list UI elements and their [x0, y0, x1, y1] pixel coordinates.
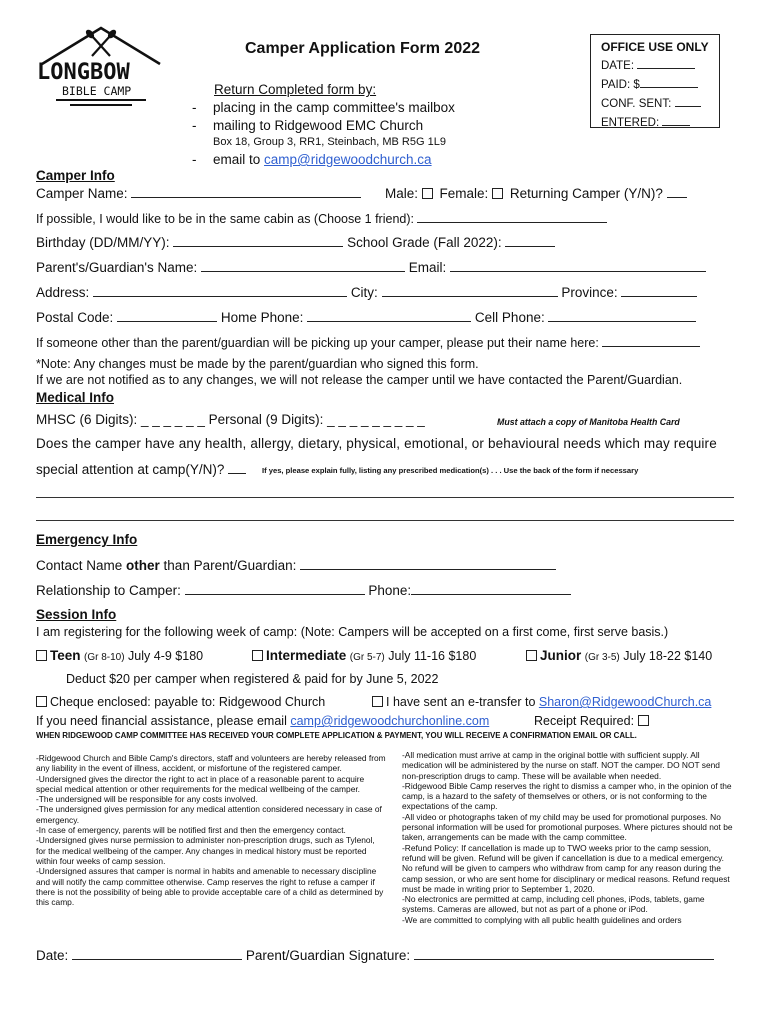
- pickup-field[interactable]: [602, 334, 700, 347]
- emergency-contact-field[interactable]: [300, 557, 556, 570]
- return-bullet-mail: -: [192, 118, 197, 133]
- email-label: Email:: [408, 260, 447, 275]
- returning-field[interactable]: [667, 185, 687, 198]
- session-intermediate[interactable]: [252, 648, 476, 663]
- teen-grade: (Gr 8-10): [84, 652, 125, 663]
- health-numbers-row: [36, 412, 425, 427]
- return-address: Box 18, Group 3, RR1, Steinbach, MB R5G 1L9: [213, 136, 446, 148]
- session-info-heading: Session Info: [36, 607, 117, 622]
- cell-phone-field[interactable]: [548, 309, 696, 322]
- female-label: Female:: [439, 186, 489, 201]
- teen-checkbox[interactable]: [36, 650, 47, 661]
- province-label: Province:: [561, 285, 618, 300]
- intermediate-name: Intermediate: [266, 648, 347, 663]
- home-phone-field[interactable]: [307, 309, 471, 322]
- early-discount-text: Deduct $20 per camper when registered & paid for by June 5, 2022: [66, 672, 439, 686]
- junior-checkbox[interactable]: [526, 650, 537, 661]
- return-email-line: [213, 152, 432, 167]
- relationship-field[interactable]: [185, 582, 365, 595]
- confirmation-notice: WHEN RIDGEWOOD CAMP COMMITTEE HAS RECEIVED YOUR COMPLETE APPLICATION & PAYMENT, YOU WILL RECEIVE A CONFIRMATION EMAIL OR CALL.: [36, 731, 637, 740]
- office-conf-label: CONF. SENT:: [601, 98, 672, 110]
- terms-left: -Ridgewood Church and Bible Camp's directors, staff and volunteers are hereby released from any liability in the event of illness, accident, or misfortune of the registered camper. -Undersigned gives the director the right to act in place of a reasonable parent to acquire special medical attention or other requirements for the medical wellbeing of the camper. -The undersigned will be responsible for any costs involved. -The undersigned gives permission for any medical attention considered necessary in case of emergency. -In case of emergency, parents will be notified first and then the emergency contact. -Undersigned gives nurse permission to administer non-prescription drugs, such as Tylenol, for the medical wellbeing of the camper. Any changes in medical history must be reported within four weeks of camp session. -Undersigned assures that camper is normal in habits and amenable to necessary discipline and will notify the camp committee otherwise. Camp reserves the right to refuse a camper if there is not the possibility of being able to provide acceptable care of a child as determined by this camp.: [36, 753, 386, 908]
- cheque-checkbox[interactable]: [36, 696, 47, 707]
- grade-field[interactable]: [505, 234, 555, 247]
- parent-signature-field[interactable]: [414, 947, 714, 960]
- medical-info-heading: Medical Info: [36, 390, 115, 405]
- postal-field[interactable]: [117, 309, 217, 322]
- etransfer-checkbox[interactable]: [372, 696, 383, 707]
- returning-label: Returning Camper (Y/N)?: [509, 186, 663, 201]
- teen-name: Teen: [50, 648, 81, 663]
- teen-dates: July 4-9 $180: [128, 649, 204, 663]
- birthday-row: [36, 234, 555, 250]
- cheque-label: Cheque enclosed: payable to: Ridgewood Church: [50, 695, 326, 709]
- parent-row: [36, 259, 706, 275]
- changes-note-1: *Note: Any changes must be made by the parent/guardian who signed this form.: [36, 357, 479, 371]
- intermediate-grade: (Gr 5-7): [349, 652, 385, 663]
- payment-etransfer[interactable]: [372, 695, 711, 709]
- office-paid-field[interactable]: [640, 75, 698, 88]
- office-conf-field[interactable]: [675, 94, 701, 107]
- return-email-prefix: email to: [213, 152, 265, 167]
- emergency-contact-row: [36, 557, 556, 573]
- etransfer-label: I have sent an e-transfer to: [386, 695, 539, 709]
- male-label: Male:: [385, 186, 419, 201]
- office-heading: OFFICE USE ONLY: [601, 40, 709, 54]
- contact-label-pre: Contact Name: [36, 558, 127, 573]
- office-entered-field[interactable]: [662, 113, 690, 126]
- registering-text: I am registering for the following week of camp: (Note: Campers will be accepted on a first come, first serve basis.): [36, 625, 669, 639]
- assistance-label: If you need financial assistance, please email: [36, 714, 291, 728]
- terms-right: -All medication must arrive at camp in the original bottle with sufficient supply. All medication will be administered by the nurse on staff. NOT the camper. DO NOT send non-prescription drugs to camp. These will be available when needed. -Ridgewood Bible Camp reserves the right to dismiss a camper who, in the opinion of the camp, is a hazard to the safety of themselves or others, or is not conforming to the expectations of the camp. -All video or photographs taken of my child may be used for promotional purposes. No personal information will be used for promotional purposes. Where pictures should not be taken, arrangements can be made with the camp committee. -Refund Policy: If cancellation is made up to TWO weeks prior to the camp session, refund will be given. Refund will be given if cancellation is due to a medical emergency. No refund will be given to campers who withdraw from camp for any reason during the camp session, or who are sent home for disciplinary or medical reasons. Refund request must be made in writing prior to September 1, 2020. -No electronics are permitted at camp, including cell phones, iPods, tablets, game systems. Cameras are allowed, but not as part of a phone or iPod. -We are committed to complying with all public health guidelines and orders: [402, 750, 733, 925]
- cabin-row: [36, 210, 607, 226]
- postal-label: Postal Code:: [36, 310, 114, 325]
- return-bullet-mailbox: -: [192, 100, 197, 115]
- junior-dates: July 18-22 $140: [623, 649, 713, 663]
- male-checkbox[interactable]: [422, 188, 433, 199]
- intermediate-dates: July 11-16 $180: [388, 649, 477, 663]
- birthday-label: Birthday (DD/MM/YY):: [36, 235, 170, 250]
- home-phone-label: Home Phone:: [220, 310, 304, 325]
- camp-logo: [34, 22, 168, 110]
- assistance-email-link[interactable]: camp@ridgewoodchurchonline.com: [290, 714, 490, 728]
- city-field[interactable]: [382, 284, 558, 297]
- intermediate-checkbox[interactable]: [252, 650, 263, 661]
- session-teen[interactable]: [36, 648, 203, 663]
- personal-label: Personal (9 Digits):: [208, 412, 324, 427]
- health-explain-line-1[interactable]: [36, 497, 734, 498]
- camper-name-field[interactable]: [131, 185, 361, 198]
- relationship-row: [36, 582, 571, 598]
- mhsc-label: MHSC (6 Digits):: [36, 412, 138, 427]
- return-heading: Return Completed form by:: [214, 82, 377, 97]
- city-label: City:: [350, 285, 378, 300]
- health-yn-field[interactable]: [228, 461, 246, 474]
- office-use-box: [590, 34, 720, 128]
- camper-name-row: [36, 185, 361, 201]
- etransfer-email-link[interactable]: Sharon@RidgewoodChurch.ca: [538, 695, 712, 709]
- cabin-label: If possible, I would like to be in the same cabin as (Choose 1 friend):: [36, 212, 414, 226]
- address-label: Address:: [36, 285, 90, 300]
- health-question-1: Does the camper have any health, allergy, dietary, physical, emotional, or behavioural needs which may require: [36, 436, 717, 451]
- return-mailing: mailing to Ridgewood EMC Church: [213, 118, 424, 133]
- receipt-checkbox[interactable]: [638, 715, 649, 726]
- address-row: [36, 284, 697, 300]
- female-checkbox[interactable]: [492, 188, 503, 199]
- camp-email-link[interactable]: camp@ridgewoodchurch.ca: [264, 152, 432, 167]
- address-field[interactable]: [93, 284, 347, 297]
- health-question-note: If yes, please explain fully, listing any prescribed medication(s) . . . Use the back of the form if necessary: [262, 466, 639, 475]
- office-paid-label: PAID: $: [601, 79, 640, 91]
- logo-subtitle: BIBLE CAMP: [62, 84, 132, 98]
- camper-name-label: Camper Name:: [36, 186, 128, 201]
- junior-name: Junior: [540, 648, 582, 663]
- assistance-row: [36, 714, 489, 728]
- emergency-phone-field[interactable]: [411, 582, 571, 595]
- cell-phone-label: Cell Phone:: [474, 310, 545, 325]
- logo-title: LONGBOW: [37, 60, 130, 85]
- emergency-info-heading: Emergency Info: [36, 532, 138, 547]
- contact-label-bold: other: [126, 558, 160, 573]
- grade-label: School Grade (Fall 2022):: [347, 235, 502, 250]
- contact-label-post: than Parent/Guardian:: [159, 558, 297, 573]
- junior-grade: (Gr 3-5): [584, 652, 620, 663]
- health-explain-line-2[interactable]: [36, 520, 734, 521]
- cabin-friend-field[interactable]: [417, 210, 607, 223]
- parent-signature-label: Parent/Guardian Signature:: [245, 948, 411, 963]
- pickup-label: If someone other than the parent/guardian will be picking up your camper, please put their name here:: [36, 336, 599, 350]
- receipt-row[interactable]: [534, 714, 652, 728]
- mhsc-field[interactable]: _ _ _ _ _ _: [141, 412, 205, 427]
- parent-name-label: Parent's/Guardian's Name:: [36, 260, 198, 275]
- health-card-note: Must attach a copy of Manitoba Health Card: [497, 417, 680, 427]
- signature-row: [36, 947, 714, 963]
- office-date-field[interactable]: [637, 56, 695, 69]
- gender-row: [385, 185, 687, 201]
- page-title: Camper Application Form 2022: [245, 40, 481, 57]
- health-question-row: [36, 461, 246, 477]
- date-label: Date:: [36, 948, 69, 963]
- email-field[interactable]: [450, 259, 706, 272]
- personal-field[interactable]: _ _ _ _ _ _ _ _ _: [327, 412, 425, 427]
- relationship-label: Relationship to Camper:: [36, 583, 181, 598]
- pickup-row: [36, 334, 700, 350]
- office-entered-label: ENTERED:: [601, 117, 660, 129]
- changes-note-2: If we are not notified as to any changes, we will not release the camper until we have contacted the Parent/Guardian.: [36, 373, 683, 387]
- signature-date-field[interactable]: [72, 947, 242, 960]
- receipt-label: Receipt Required:: [534, 714, 635, 728]
- province-field[interactable]: [621, 284, 697, 297]
- health-question-2: special attention at camp(Y/N)?: [36, 462, 225, 477]
- payment-cheque[interactable]: [36, 695, 325, 709]
- phone-row: [36, 309, 696, 325]
- camper-info-heading: Camper Info: [36, 168, 115, 183]
- office-date-label: DATE:: [601, 60, 635, 72]
- return-mailbox: placing in the camp committee's mailbox: [213, 100, 455, 115]
- parent-name-field[interactable]: [201, 259, 405, 272]
- return-bullet-email: -: [192, 152, 197, 167]
- birthday-field[interactable]: [173, 234, 343, 247]
- emergency-phone-label: Phone:: [368, 583, 412, 598]
- session-junior[interactable]: [526, 648, 712, 663]
